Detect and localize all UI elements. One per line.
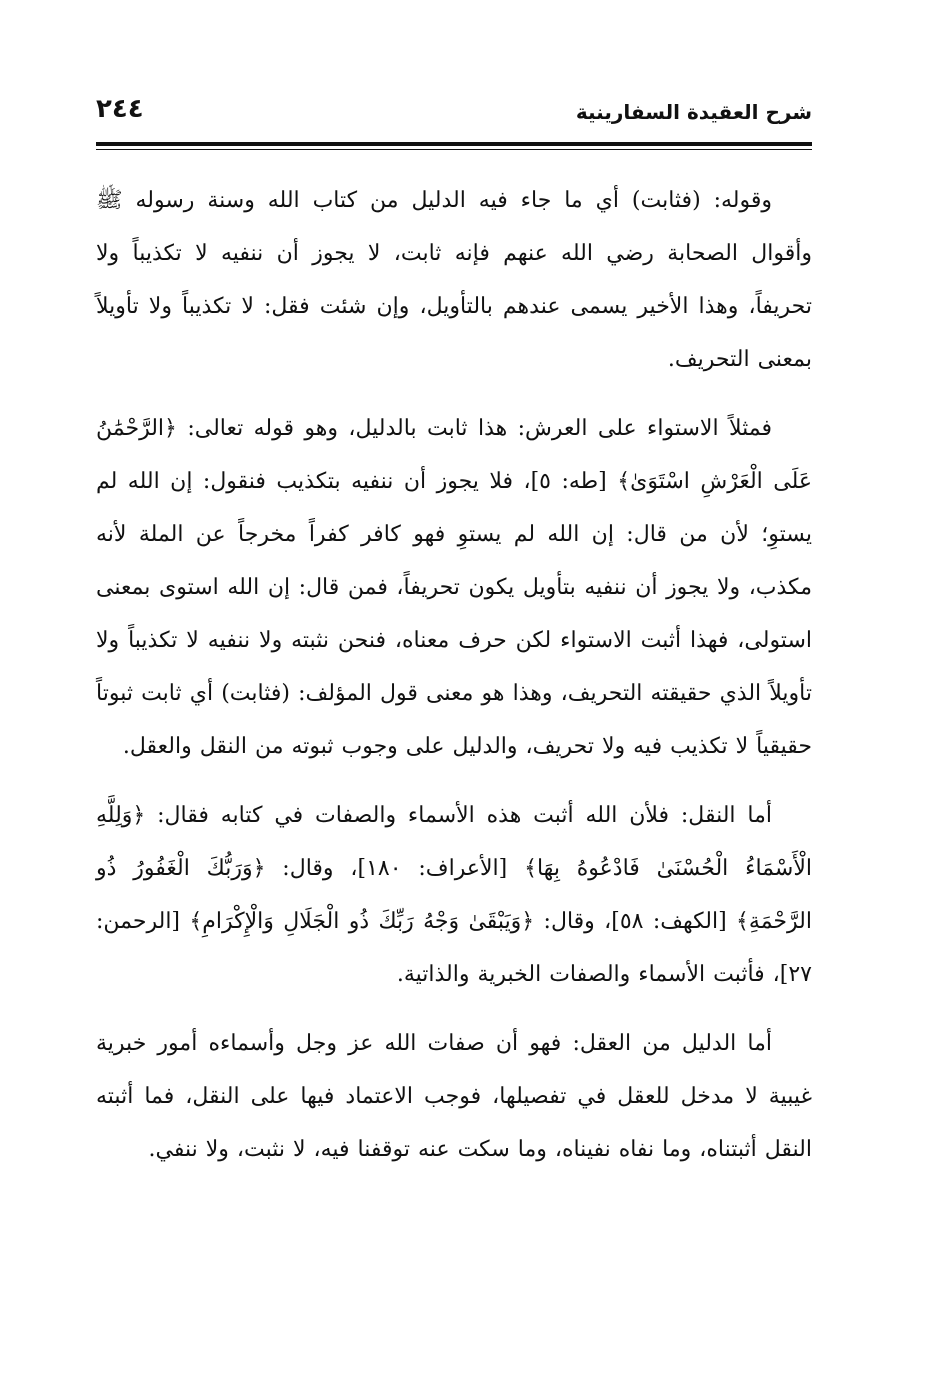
paragraph-1: وقوله: (فثابت) أي ما جاء فيه الدليل من كتاب الله وسنة رسوله ﷺ وأقوال الصحابة رضي الله عنهم فإنه ثابت، لا يجوز أن ننفيه لا تكذيباً ولا تحريفاً، وهذا الأخير يسمى عندهم بالتأويل، وإن شئت فقل: لا تكذيباً ولا تأويلاً بمعنى التحريف. — [96, 188, 812, 372]
page-header — [96, 86, 812, 130]
paragraph-3: أما النقل: فلأن الله أثبت هذه الأسماء والصفات في كتابه فقال: ﴿وَلِلَّهِ الْأَسْمَاءُ الْحُسْنَىٰ فَادْعُوهُ بِهَا﴾ [الأعراف: ١٨٠]، وقال: ﴿وَرَبُّكَ الْغَفُورُ ذُو الرَّحْمَةِ﴾ [الكهف: ٥٨]، وقال: ﴿وَيَبْقَىٰ وَجْهُ رَبِّكَ ذُو الْجَلَالِ وَالْإِكْرَامِ﴾ [الرحمن: ٢٧]، فأثبت الأسماء والصفات الخبرية والذاتية. — [96, 803, 812, 987]
page-number: ٢٤٤ — [96, 94, 144, 124]
book-page — [96, 86, 812, 1346]
header-rule-thick — [96, 142, 812, 146]
running-title: شرح العقيدة السفارينية — [575, 100, 812, 124]
paragraph-2: فمثلاً الاستواء على العرش: هذا ثابت بالدليل، وهو قوله تعالى: ﴿الرَّحْمَٰنُ عَلَى الْعَرْشِ اسْتَوَىٰ﴾ [طه: ٥]، فلا يجوز أن ننفيه بتكذيب فنقول: إن الله لم يستوِ؛ لأن من قال: إن الله لم يستوِ فهو كافر كفراً مخرجاً عن الملة لأنه مكذب، ولا يجوز أن ننفيه بتأويل يكون تحريفاً، فمن قال: إن الله استوى بمعنى استولى، فهذا أثبت الاستواء لكن حرف معناه، فنحن نثبته ولا ننفيه لا تكذيباً ولا تأويلاً الذي حقيقته التحريف، وهذا هو معنى قول المؤلف: (فثابت) أي ثابت ثبوتاً حقيقياً لا تكذيب فيه ولا تحريف، والدليل على وجوب ثبوته من النقل والعقل. — [96, 416, 812, 759]
paragraph-4: أما الدليل من العقل: فهو أن صفات الله عز وجل وأسماءه أمور خبرية غيبية لا مدخل للعقل في تفصيلها، فوجب الاعتماد فيها على النقل، فما أثبته النقل أثبتناه، وما نفاه نفيناه، وما سكت عنه توقفنا فيه، لا نثبت، ولا ننفي. — [96, 1031, 812, 1162]
header-rule-thin — [96, 149, 812, 150]
body-text — [96, 174, 812, 1192]
